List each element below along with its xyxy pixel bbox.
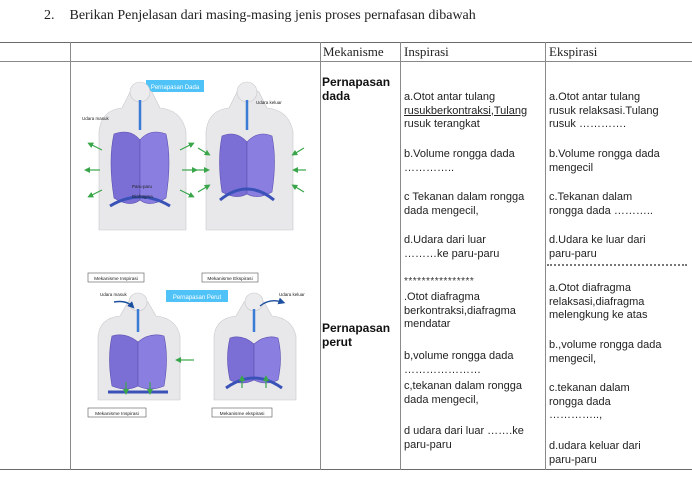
eks-dada-a: a.Otot antar tulang rusuk relaksasi.Tulang rusuk …………. [549,91,659,130]
title-dada: Pernapasan Dada [150,85,200,91]
ins-dada-d: d.Udara dari luar ………ke paru-paru [404,234,500,260]
label-udara-keluar-perut: Udara keluar [279,292,305,297]
mekanisme-dada: Pernapasan dada [322,75,391,103]
ins-dada-c: c Tekanan dalam rongga dada mengecil, [404,191,525,217]
caption-ins-dada: Mekanisme Inspirasi [94,277,138,282]
title-perut: Pernapasan Perut [172,295,222,301]
ins-perut-d: d udara dari luar …….ke paru-paru [404,425,524,451]
caption-eks-perut: Mekanisme ekspirasi [219,412,265,417]
dotted-separator [547,264,687,266]
col-divider-4 [545,42,546,470]
question-text: Berikan Penjelasan dari masing-masing jenis proses pernafasan dibawah [69,8,476,23]
eks-perut-a: a.Otot diafragma relaksasi,diafragma melengkung ke atas [549,282,648,321]
table-bottom-border [0,469,692,470]
col-divider-3 [400,42,401,470]
torso-inspirasi-perut [98,293,180,400]
ins-dada-b: b.Volume rongga dada ………….. [404,148,515,174]
eks-perut-b: b.,volume rongga dada mengecil, [549,339,662,365]
torso-inspirasi-dada [99,82,186,230]
header-ekspirasi: Ekspirasi [549,44,598,59]
col-divider-2 [320,42,321,470]
header-mekanisme: Mekanisme [323,44,384,59]
eks-perut-c: c.tekanan dalam rongga dada ………….., [549,382,630,421]
ins-perut-c: c,tekanan dalam rongga dada mengecil, [404,380,523,406]
label-udara-masuk: Udara masuk [82,116,109,121]
label-udara-keluar: Udara keluar [256,100,282,105]
caption-eks-dada: Mekanisme Ekspirasi [207,277,253,282]
eks-dada-b: b.Volume rongga dada mengecil [549,148,660,174]
eks-dada-d: d.Udara ke luar dari paru-paru [549,234,646,260]
question [44,8,476,24]
label-diafragma: Diafragma [132,194,153,199]
respiration-diagram [74,70,318,442]
label-paru: Paru-paru [132,184,153,189]
caption-ins-perut: Mekanisme Inspirasi [95,412,139,417]
header-inspirasi: Inspirasi [404,44,449,59]
label-udara-masuk-perut: Udara masuk [100,292,127,297]
eks-perut-d: d.udara keluar dari paru-paru [549,440,641,466]
respiration-table [0,42,692,470]
ins-perut-b: b,volume rongga dada ………………… [404,350,514,376]
question-number: 2. [44,8,55,23]
torso-ekspirasi-perut [214,293,296,400]
ins-perut-a: .Otot diafragma berkontraksi,diafragma mendatar [404,291,516,330]
mekanisme-perut: Pernapasan perut [322,321,391,349]
eks-dada-c: c.Tekanan dalam rongga dada ……….. [549,191,653,217]
table-top-border [0,42,692,43]
header-border [0,61,692,62]
ins-dada-a: a.Otot antar tulang rusukberkontraksi,Tulang rusuk terangkat [404,91,528,130]
separator-stars: **************** [404,276,475,287]
col-divider-1 [70,42,71,470]
